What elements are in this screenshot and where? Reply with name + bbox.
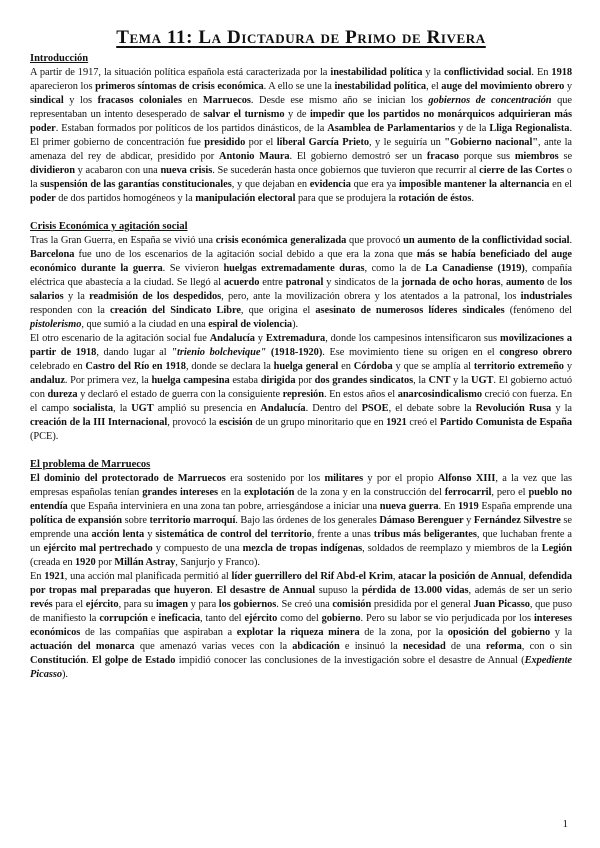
text-run: actuación del monarca	[30, 641, 135, 652]
text-run: Extremadura	[265, 333, 326, 344]
text-run: atacar la posición de Annual	[398, 571, 524, 582]
text-run: anarcosindicalismo	[397, 389, 483, 400]
section-heading: El problema de Marruecos	[30, 459, 151, 470]
text-run: 1918	[551, 67, 573, 78]
text-run: sistemática de control del territorio	[155, 529, 312, 540]
text-run: Castro del Río en 1918	[85, 361, 186, 372]
text-run: los salarios	[30, 277, 572, 302]
text-run: El desastre de Annual	[216, 585, 316, 596]
text-run: "trienio bolchevique"	[171, 347, 267, 358]
text-run: ejército mal pertrechado	[43, 543, 153, 554]
text-run: imposible mantener la alternancia	[399, 179, 550, 190]
text-run: ineficacia	[158, 613, 200, 624]
text-run: intereses económicos	[30, 613, 572, 638]
text-run: poder	[30, 193, 56, 204]
section-spacer	[30, 444, 572, 458]
text-run: (1918-1920)	[266, 347, 323, 358]
text-run: imagen	[155, 599, 188, 610]
text-run: abdicación	[292, 641, 340, 652]
text-run: Andalucía	[260, 403, 306, 414]
text-run: territorio extremeño	[473, 361, 564, 372]
text-run: corrupción	[99, 613, 148, 624]
text-run: mezcla de tropas indígenas	[242, 543, 363, 554]
paragraph: El otro escenario de la agitación social fue Andalucía y Extremadura, donde los campesinos intensificaron sus movilizaciones a partir de 1918, dando lugar al "trienio bolchevique" (1918-1920). Ese movimiento tiene su origen en el congreso obrero celebrado en Castro del Río en 1918, donde se declara la huelga general en Córdoba y que se amplía al territorio extremeño y andaluz. Por primera vez, la huelga campesina estaba dirigida por dos grandes sindicatos, la CNT y la UGT. El gobierno actuó con dureza y declaró el estado de guerra con la consiguiente represión. En estos años el anarcosindicalismo creció con fuerza. En el campo socialista, la UGT amplió su presencia en Andalucía. Dentro del PSOE, el debate sobre la Revolución Rusa y la creación de la III Internacional, provocó la escisión de un grupo minoritario que en 1921 creó el Partido Comunista de España (PCE).	[30, 333, 573, 442]
section-marruecos	[30, 458, 572, 682]
text-run: represión	[282, 389, 324, 400]
section-heading: Crisis Económica y agitación social	[30, 221, 188, 232]
section-spacer	[30, 206, 572, 220]
text-run: primeros síntomas de crisis económica	[95, 81, 264, 92]
text-run: tribus más beligerantes	[373, 529, 477, 540]
text-run: pistolerismo	[30, 319, 82, 330]
paragraph: En 1921, una acción mal planificada permitió al líder guerrillero del Rif Abd-el Krim, atacar la posición de Annual, defendida por tropas mal preparadas que huyeron. El desastre de Annual supuso la pérdida de 13.000 vidas, además de ser un serio revés para el ejército, para su imagen y para los gobiernos. Se creó una comisión presidida por el general Juan Picasso, que puso de manifiesto la corrupción e ineficacia, tanto del ejército como del gobierno. Pero su labor se vio perjudicada por los intereses económicos de las compañías que aspiraban a explotar la riqueza minera de la zona, por la oposición del gobierno y la actuación del monarca que amenazó varias veces con la abdicación e insinuó la necesidad de una reforma, con o sin Constitución. El golpe de Estado impidió conocer las conclusiones de la investigación sobre el desastre de Annual (Expediente Picasso).	[30, 571, 573, 680]
text-run: presidido	[204, 137, 246, 148]
text-run: líder guerrillero del Rif Abd-el Krim	[231, 571, 393, 582]
text-run: pérdida de 13.000 vidas	[361, 585, 469, 596]
text-run: "Gobierno nacional"	[444, 137, 539, 148]
text-run: Alfonso XIII	[437, 473, 496, 484]
text-run: evidencia	[309, 179, 351, 190]
text-run: suspensión de las garantías constitucionales	[40, 179, 232, 190]
text-run: industriales	[520, 291, 573, 302]
text-run: escisión	[218, 417, 253, 428]
text-run: acuerdo	[223, 277, 260, 288]
section-crisis-economica	[30, 220, 572, 444]
text-run: dirigida	[260, 375, 296, 386]
text-run: Millán Astray	[114, 557, 176, 568]
text-run: 1920	[75, 557, 96, 568]
text-run: Lliga Regionalista	[489, 123, 570, 134]
text-run: huelga campesina	[151, 375, 230, 386]
text-run: liberal García Prieto	[276, 137, 370, 148]
text-run: Constitución	[30, 655, 86, 666]
text-run: explotación	[244, 487, 295, 498]
text-run: nueva crisis	[160, 165, 213, 176]
text-run: manipulación electoral	[195, 193, 296, 204]
section-introduccion	[30, 52, 572, 206]
text-run: aumento	[506, 277, 545, 288]
text-run: acción lenta	[91, 529, 145, 540]
text-run: pueblo no entendía	[30, 487, 573, 512]
text-run: Legión	[541, 543, 572, 554]
text-run: explotar la riqueza minera	[236, 627, 360, 638]
text-run: Partido Comunista de España	[439, 417, 572, 428]
document-title: Tema 11: La Dictadura de Primo de Rivera	[116, 27, 486, 48]
page-number: 1	[562, 818, 568, 830]
text-run: reforma	[485, 641, 522, 652]
text-run: defendida por tropas mal preparadas que huyeron	[30, 571, 572, 596]
text-run: rotación de éstos	[398, 193, 472, 204]
text-run: UGT	[471, 375, 494, 386]
text-run: Dámaso Berenguer	[379, 515, 464, 526]
text-run: los gobiernos	[218, 599, 277, 610]
text-run: sindical	[30, 95, 64, 106]
text-run: creación de la III Internacional	[30, 417, 168, 428]
text-run: conflictividad social	[443, 67, 532, 78]
text-run: dos grandes sindicatos	[314, 375, 414, 386]
text-run: ferrocarril	[444, 487, 492, 498]
text-run: Antonio Maura	[218, 151, 290, 162]
text-run: huelgas extremadamente duras	[223, 263, 365, 274]
text-run: salvar el turnismo	[203, 109, 285, 120]
text-run: nueva guerra	[379, 501, 439, 512]
text-run: Expediente Picasso	[30, 655, 572, 680]
text-run: militares	[324, 473, 364, 484]
paragraph: A partir de 1917, la situación política española está caracterizada por la inestabilidad política y la conflictividad social. En 1918 aparecieron los primeros síntomas de crisis económica. A ello se une la inestabilidad política, el auge del movimiento obrero y sindical y los fracasos coloniales en Marruecos. Desde ese mismo año se inician los gobiernos de concentración que representaban un intento desesperado de salvar el turnismo y de impedir que los partidos no monárquicos adquirieran más poder. Estaban formados por políticos de los partidos dinásticos, de la Asamblea de Parlamentarios y de la Lliga Regionalista. El primer gobierno de concentración fue presidido por el liberal García Prieto, y le seguiría un "Gobierno nacional", ante la amenaza del rey de abdicar, presidido por Antonio Maura. El gobierno demostró ser un fracaso porque sus miembros se dividieron y acabaron con una nueva crisis. Se sucederán hasta once gobiernos que tuvieron que recurrir al cierre de las Cortes o la suspensión de las garantías constitucionales, y que dejaban en evidencia que era ya imposible mantener la alternancia en el poder de dos partidos homogéneos y la manipulación electoral para que se produjera la rotación de éstos.	[30, 67, 573, 204]
text-run: Barcelona	[30, 249, 75, 260]
text-run: 1921	[386, 417, 407, 428]
text-run: política de expansión	[30, 515, 123, 526]
section-heading: Introducción	[30, 53, 89, 64]
text-run: impedir que los partidos no monárquicos adquirieran más poder	[30, 109, 573, 134]
paragraph: Tras la Gran Guerra, en España se vivió una crisis económica generalizada que provocó un aumento de la conflictividad social. Barcelona fue uno de los escenarios de la agitación social debido a que era la zona que más se había beneficiado del auge económico durante la guerra. Se vivieron huelgas extremadamente duras, como la de La Canadiense (1919), compañía eléctrica que abastecía a la ciudad. Se llegó al acuerdo entre patronal y sindicatos de la jornada de ocho horas, aumento de los salarios y la readmisión de los despedidos, pero, ante la movilización obrera y los atentados a la patronal, los industriales responden con la creación del Sindicato Libre, que origina el asesinato de numerosos líderes sindicales (fenómeno del pistolerismo, que sumió a la ciudad en una espiral de violencia).	[30, 235, 573, 330]
text-run: Fernández Silvestre	[473, 515, 561, 526]
text-run: El dominio del protectorado de Marruecos	[30, 473, 226, 484]
text-run: andaluz	[30, 375, 65, 386]
text-run: necesidad	[402, 641, 446, 652]
text-run: dividieron	[30, 165, 75, 176]
text-run: fracasos coloniales	[97, 95, 182, 106]
text-run: cierre de las Cortes	[479, 165, 565, 176]
document-page	[30, 27, 572, 682]
text-run: Asamblea de Parlamentarios	[327, 123, 456, 134]
text-run: PSOE	[361, 403, 389, 414]
text-run: un aumento de la conflictividad social	[403, 235, 570, 246]
text-run: El golpe de Estado	[91, 655, 176, 666]
text-run: Córdoba	[353, 361, 393, 372]
text-run: jornada de ocho horas	[401, 277, 501, 288]
text-run: oposición del gobierno	[447, 627, 551, 638]
text-run: huelga general	[273, 361, 339, 372]
text-run: dureza	[47, 389, 78, 400]
text-run: CNT	[428, 375, 451, 386]
text-run: grandes intereses	[142, 487, 219, 498]
text-run: socialista	[73, 403, 114, 414]
text-run: gobierno	[321, 613, 361, 624]
text-run: gobiernos de concentración	[428, 95, 552, 106]
text-run: inestabilidad política	[334, 81, 427, 92]
text-run: Andalucía	[209, 333, 255, 344]
text-run: Juan Picasso	[473, 599, 530, 610]
text-run: movilizaciones a partir de 1918	[30, 333, 573, 358]
text-run: 1919	[458, 501, 479, 512]
text-run: revés	[30, 599, 53, 610]
paragraph: El dominio del protectorado de Marruecos era sostenido por los militares y por el propio Alfonso XIII, a la vez que las empresas españolas tenían grandes intereses en la explotación de la zona y en la construcción del ferrocarril, pero el pueblo no entendía que España interviniera en una zona tan pobre, arriesgándose a iniciar una nueva guerra. En 1919 España emprende una política de expansión sobre territorio marroquí. Bajo las órdenes de los generales Dámaso Berenguer y Fernández Silvestre se emprende una acción lenta y sistemática de control del territorio, frente a unas tribus más beligerantes, que luchaban frente a un ejército mal pertrechado y compuesto de una mezcla de tropas indígenas, soldados de reemplazo y miembros de la Legión (creada en 1920 por Millán Astray, Sanjurjo y Franco).	[30, 473, 573, 568]
text-run: patronal	[285, 277, 324, 288]
text-run: ejército	[85, 599, 119, 610]
text-run: fracaso	[426, 151, 459, 162]
text-run: inestabilidad política	[330, 67, 423, 78]
text-run: Marruecos	[202, 95, 251, 106]
text-run: 1921	[44, 571, 65, 582]
text-run: creación del Sindicato Libre	[109, 305, 241, 316]
text-run: ejército	[244, 613, 278, 624]
text-run: crisis económica generalizada	[215, 235, 347, 246]
text-run: territorio marroquí	[149, 515, 236, 526]
text-run: asesinato de numerosos líderes sindicales	[315, 305, 505, 316]
text-run: auge del movimiento obrero	[441, 81, 565, 92]
text-run: readmisión de los despedidos	[89, 291, 222, 302]
text-run: La Canadiense (1919)	[425, 263, 525, 274]
text-run: UGT	[131, 403, 154, 414]
text-run: comisión	[332, 599, 372, 610]
text-run: miembros	[514, 151, 559, 162]
text-run: espiral de violencia	[208, 319, 293, 330]
text-run: Revolución Rusa	[475, 403, 552, 414]
text-run: congreso obrero	[499, 347, 572, 358]
text-run: más se había beneficiado del auge económico durante la guerra	[30, 249, 572, 274]
